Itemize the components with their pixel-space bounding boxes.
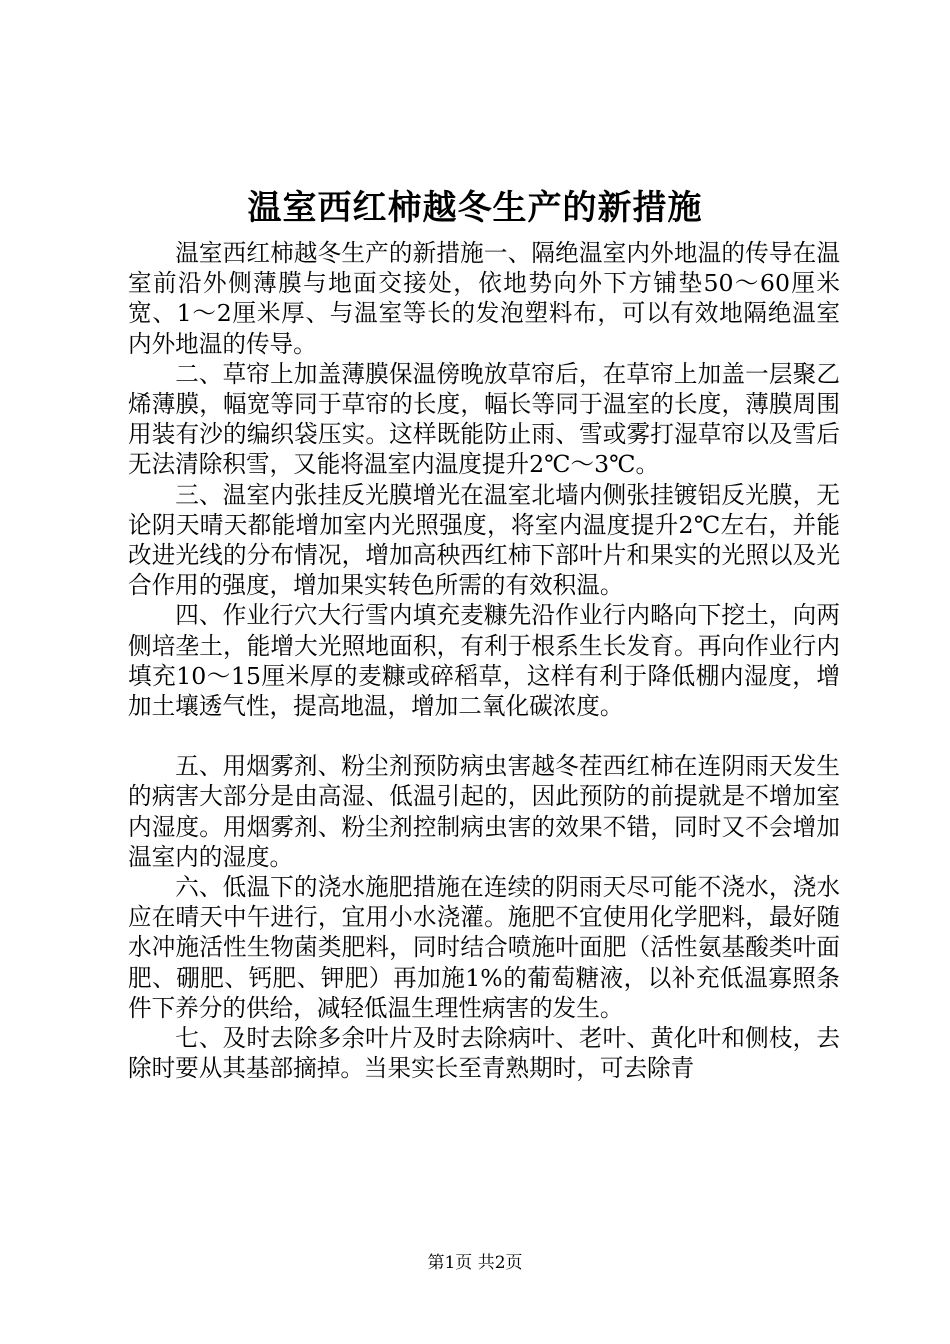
paragraph-1: 温室西红柿越冬生产的新措施一、隔绝温室内外地温的传导在温室前沿外侧薄膜与地面交接处，依地势向外下方铺垫50～60厘米宽、1～2厘米厚、与温室等长的发泡塑料布，可以有效地隔绝温室内外地温的传导。 (128, 239, 840, 358)
document-body (128, 238, 840, 1083)
page-number-footer: 第1页 共2页 (427, 1253, 523, 1273)
document-title: 温室西红柿越冬生产的新措施 (247, 188, 703, 228)
paragraph-6: 六、低温下的浇水施肥措施在连续的阴雨天尽可能不浇水，浇水应在晴天中午进行，宜用小水浇灌。施肥不宜使用化学肥料，最好随水冲施活性生物菌类肥料，同时结合喷施叶面肥（活性氨基酸类叶面肥、硼肥、钙肥、钾肥）再加施1%的葡萄糖液，以补充低温寡照条件下养分的供给，减轻低温生理性病害的发生。 (128, 873, 840, 1022)
paragraph-7: 七、及时去除多余叶片及时去除病叶、老叶、黄化叶和侧枝，去除时要从其基部摘掉。当果实长至青熟期时，可去除青 (128, 1024, 840, 1083)
paragraph-4: 四、作业行穴大行雪内填充麦糠先沿作业行内略向下挖土，向两侧培垄土，能增大光照地面积，有利于根系生长发育。再向作业行内填充10～15厘米厚的麦糠或碎稻草，这样有利于降低棚内湿度，增加土壤透气性，提高地温，增加二氧化碳浓度。 (128, 601, 840, 721)
paragraph-5: 五、用烟雾剂、粉尘剂预防病虫害越冬茬西红柿在连阴雨天发生的病害大部分是由高湿、低温引起的，因此预防的前提就是不增加室内湿度。用烟雾剂、粉尘剂控制病虫害的效果不错，同时又不会增加温室内的湿度。 (128, 752, 840, 871)
paragraph-2: 二、草帘上加盖薄膜保温傍晚放草帘后，在草帘上加盖一层聚乙烯薄膜，幅宽等同于草帘的长度，幅长等同于温室的长度，薄膜周围用装有沙的编织袋压实。这样既能防止雨、雪或雾打湿草帘以及雪后无法清除积雪，又能将温室内温度提升2℃～3℃。 (128, 359, 840, 479)
paragraph-3: 三、温室内张挂反光膜增光在温室北墙内侧张挂镀铝反光膜，无论阴天晴天都能增加室内光照强度，将室内温度提升2℃左右，并能改进光线的分布情况，增加高秧西红柿下部叶片和果实的光照以及光合作用的强度，增加果实转色所需的有效积温。 (128, 480, 840, 600)
